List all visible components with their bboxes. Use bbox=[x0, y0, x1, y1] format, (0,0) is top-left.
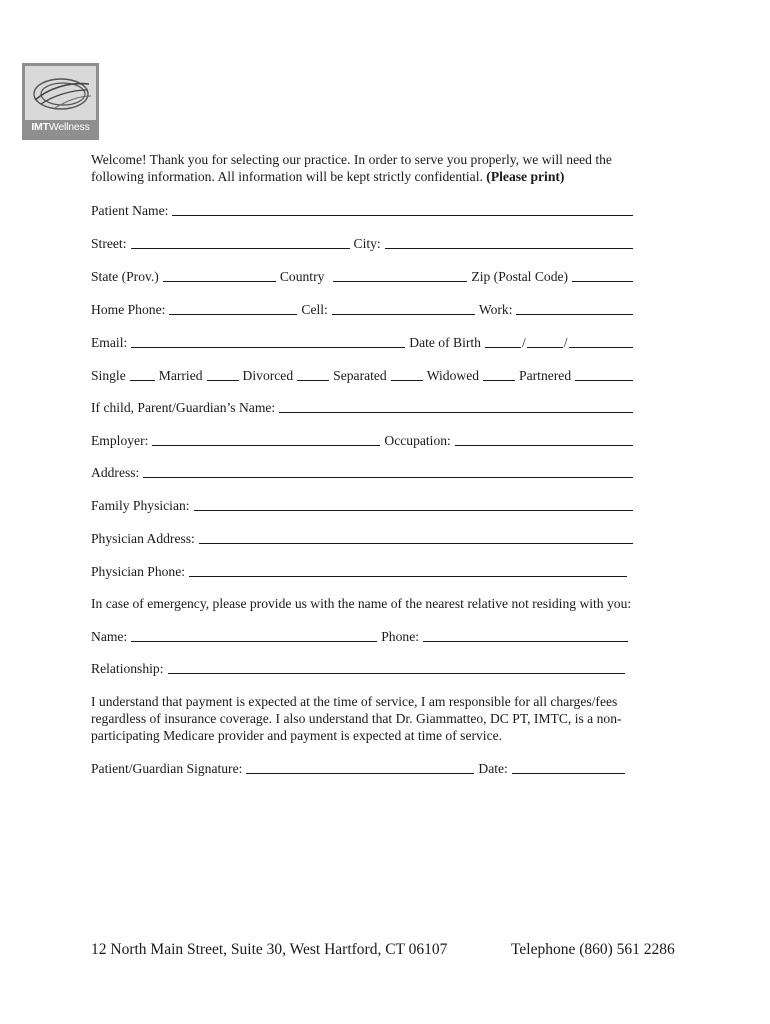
home-phone-label: Home Phone: bbox=[91, 302, 166, 317]
state-label: State (Prov.) bbox=[91, 269, 159, 284]
row-relationship bbox=[91, 659, 625, 677]
relationship-field[interactable] bbox=[168, 660, 626, 674]
intro-text: Welcome! Thank you for selecting our practice. In order to serve you properly, we will need the following information. All information will be kept strictly confidential. bbox=[91, 152, 612, 184]
employer-label: Employer: bbox=[91, 433, 149, 448]
widowed-label: Widowed bbox=[426, 368, 480, 383]
emergency-phone-field[interactable] bbox=[423, 628, 628, 642]
dob-slash-1: / bbox=[521, 335, 526, 350]
row-guardian bbox=[91, 398, 633, 416]
street-field[interactable] bbox=[131, 235, 350, 249]
patient-name-field[interactable] bbox=[172, 202, 633, 216]
partnered-field[interactable] bbox=[575, 367, 633, 381]
signature-date-field[interactable] bbox=[512, 760, 625, 774]
city-label: City: bbox=[353, 236, 381, 251]
row-state-country-zip bbox=[91, 267, 633, 285]
state-field[interactable] bbox=[163, 268, 276, 282]
partnered-label: Partnered bbox=[519, 368, 572, 383]
dob-month-field[interactable] bbox=[485, 334, 521, 348]
email-label: Email: bbox=[91, 335, 128, 350]
row-emergency-contact bbox=[91, 627, 628, 645]
separated-field[interactable] bbox=[391, 367, 423, 381]
home-phone-field[interactable] bbox=[169, 301, 297, 315]
family-physician-label: Family Physician: bbox=[91, 498, 190, 513]
guardian-label: If child, Parent/Guardian’s Name: bbox=[91, 400, 276, 415]
dob-slash-2: / bbox=[563, 335, 568, 350]
footer-address: 12 North Main Street, Suite 30, West Hartford, CT 06107 bbox=[91, 941, 448, 958]
separated-label: Separated bbox=[333, 368, 387, 383]
row-address bbox=[91, 463, 633, 481]
guardian-field[interactable] bbox=[279, 399, 633, 413]
work-label: Work: bbox=[478, 302, 513, 317]
widowed-field[interactable] bbox=[483, 367, 515, 381]
imt-wellness-logo bbox=[22, 63, 99, 140]
physician-phone-field[interactable] bbox=[189, 563, 627, 577]
zip-label: Zip (Postal Code) bbox=[471, 269, 569, 284]
cell-label: Cell: bbox=[301, 302, 328, 317]
emergency-name-label: Name: bbox=[91, 629, 128, 644]
logo-brand-text: IMTWellness bbox=[31, 121, 90, 133]
email-field[interactable] bbox=[131, 334, 405, 348]
emergency-prompt: In case of emergency, please provide us with the name of the nearest relative not residing with you: bbox=[91, 596, 632, 611]
single-field[interactable] bbox=[130, 367, 155, 381]
row-physician-phone bbox=[91, 562, 627, 580]
intro-paragraph bbox=[91, 151, 651, 185]
row-phones bbox=[91, 300, 633, 318]
emergency-phone-label: Phone: bbox=[381, 629, 420, 644]
row-physician-address bbox=[91, 529, 633, 547]
divorced-label: Divorced bbox=[242, 368, 294, 383]
logo-emblem bbox=[25, 66, 96, 120]
physician-address-label: Physician Address: bbox=[91, 531, 195, 546]
zip-field[interactable] bbox=[572, 268, 633, 282]
row-employer-occupation bbox=[91, 431, 633, 449]
relationship-label: Relationship: bbox=[91, 661, 164, 676]
married-label: Married bbox=[158, 368, 203, 383]
work-field[interactable] bbox=[516, 301, 633, 315]
signature-label: Patient/Guardian Signature: bbox=[91, 761, 243, 776]
address-label: Address: bbox=[91, 465, 140, 480]
footer-telephone: Telephone (860) 561 2286 bbox=[511, 941, 675, 958]
physician-address-field[interactable] bbox=[199, 530, 633, 544]
patient-name-label: Patient Name: bbox=[91, 203, 169, 218]
row-patient-name bbox=[91, 201, 633, 219]
signature-field[interactable] bbox=[246, 760, 474, 774]
row-email-dob bbox=[91, 333, 633, 351]
leaf-swirl-icon bbox=[25, 66, 96, 120]
employer-field[interactable] bbox=[152, 432, 380, 446]
country-field[interactable] bbox=[333, 268, 467, 282]
signature-date-label: Date: bbox=[478, 761, 508, 776]
row-signature bbox=[91, 759, 625, 777]
emergency-name-field[interactable] bbox=[131, 628, 377, 642]
city-field[interactable] bbox=[385, 235, 633, 249]
row-family-physician bbox=[91, 496, 633, 514]
married-field[interactable] bbox=[207, 367, 239, 381]
physician-phone-label: Physician Phone: bbox=[91, 564, 186, 579]
occupation-field[interactable] bbox=[455, 432, 633, 446]
address-field[interactable] bbox=[143, 464, 633, 478]
occupation-label: Occupation: bbox=[384, 433, 451, 448]
dob-day-field[interactable] bbox=[527, 334, 563, 348]
dob-label: Date of Birth bbox=[409, 335, 481, 350]
street-label: Street: bbox=[91, 236, 127, 251]
dob-year-field[interactable] bbox=[569, 334, 633, 348]
family-physician-field[interactable] bbox=[194, 497, 633, 511]
cell-field[interactable] bbox=[332, 301, 475, 315]
row-street-city bbox=[91, 234, 633, 252]
divorced-field[interactable] bbox=[297, 367, 329, 381]
payment-notice: I understand that payment is expected at the time of service, I am responsible for all charges/fees regardless of insurance coverage. I also understand that Dr. Giammatteo, DC PT, IMTC, is a non-participating Medicare provider and payment is expected at time of service. bbox=[91, 694, 622, 743]
single-label: Single bbox=[91, 368, 126, 383]
row-marital-status bbox=[91, 366, 633, 384]
country-label: Country bbox=[279, 269, 325, 284]
intro-emphasis: (Please print) bbox=[486, 169, 565, 184]
